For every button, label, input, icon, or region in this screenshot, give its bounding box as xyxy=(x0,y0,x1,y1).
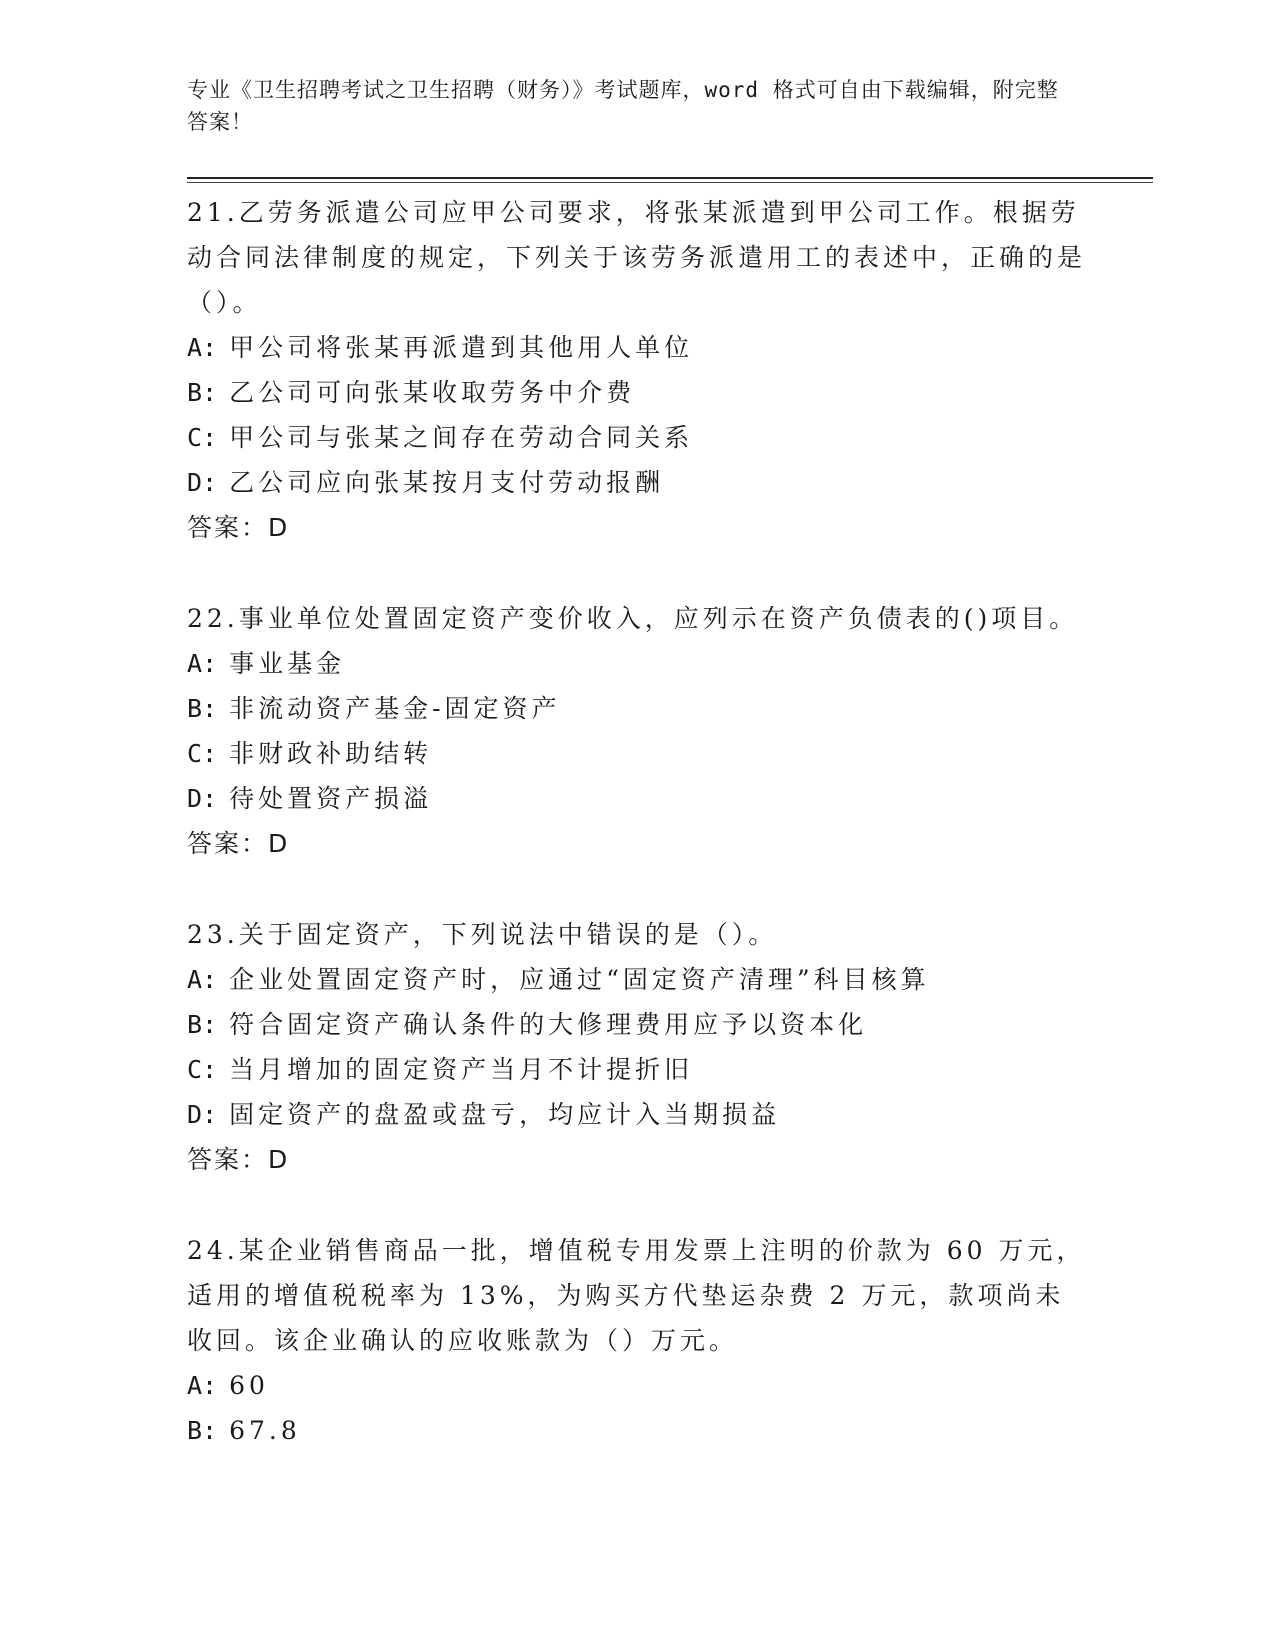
question-22 xyxy=(187,596,1087,866)
option-text: 非财政补助结转 xyxy=(229,739,433,768)
option-text: 事业基金 xyxy=(229,649,346,678)
option-letter: D: xyxy=(187,784,218,813)
question-text: 21.乙劳务派遣公司应甲公司要求，将张某派遣到甲公司工作。根据劳动合同法律制度的规定，下列关于该劳务派遣用工的表述中，正确的是（）。 xyxy=(187,198,1087,317)
option-text: 符合固定资产确认条件的大修理费用应予以资本化 xyxy=(229,1010,868,1039)
option-letter: C: xyxy=(187,739,218,768)
option-text: 待处置资产损溢 xyxy=(229,784,433,813)
header-divider-thin xyxy=(187,182,1153,183)
question-list xyxy=(187,190,1087,1499)
option-text: 甲公司将张某再派遣到其他用人单位 xyxy=(229,333,694,362)
option-b xyxy=(187,1002,1087,1047)
option-letter: B: xyxy=(187,378,218,407)
option-c xyxy=(187,415,1087,460)
header-divider-thick xyxy=(187,177,1153,179)
option-a xyxy=(187,641,1087,686)
option-c xyxy=(187,1047,1087,1092)
answer: 答案：D xyxy=(187,513,290,542)
option-d xyxy=(187,1092,1087,1137)
question-23 xyxy=(187,912,1087,1182)
option-text: 非流动资产基金-固定资产 xyxy=(229,694,561,723)
option-text: 当月增加的固定资产当月不计提折旧 xyxy=(229,1055,694,1084)
option-a xyxy=(187,957,1087,1002)
option-d xyxy=(187,776,1087,821)
answer: 答案：D xyxy=(187,829,290,858)
option-letter: B: xyxy=(187,694,218,723)
option-text: 67.8 xyxy=(229,1416,301,1445)
question-text: 24.某企业销售商品一批，增值税专用发票上注明的价款为 60 万元，适用的增值税税率为 13%，为购买方代垫运杂费 2 万元，款项尚未收回。该企业确认的应收账款为（）万元。 xyxy=(187,1236,1086,1355)
option-text: 乙公司应向张某按月支付劳动报酬 xyxy=(229,468,665,497)
option-text: 甲公司与张某之间存在劳动合同关系 xyxy=(229,423,694,452)
option-b xyxy=(187,686,1087,731)
option-letter: D: xyxy=(187,468,218,497)
option-text: 固定资产的盘盈或盘亏，均应计入当期损益 xyxy=(229,1100,781,1129)
question-21 xyxy=(187,190,1087,550)
option-letter: C: xyxy=(187,423,218,452)
option-b xyxy=(187,370,1087,415)
option-letter: D: xyxy=(187,1100,218,1129)
option-text: 60 xyxy=(229,1371,269,1400)
question-text: 23.关于固定资产，下列说法中错误的是（）。 xyxy=(187,920,778,949)
option-letter: A: xyxy=(187,333,218,362)
option-a xyxy=(187,325,1087,370)
option-a xyxy=(187,1363,1087,1408)
option-text: 乙公司可向张某收取劳务中介费 xyxy=(229,378,636,407)
option-letter: B: xyxy=(187,1010,218,1039)
option-c xyxy=(187,731,1087,776)
answer: 答案：D xyxy=(187,1145,290,1174)
option-letter: B: xyxy=(187,1416,218,1445)
option-letter: A: xyxy=(187,649,218,678)
option-b xyxy=(187,1408,1087,1453)
option-text: 企业处置固定资产时，应通过“固定资产清理”科目核算 xyxy=(229,965,930,994)
question-24 xyxy=(187,1228,1087,1453)
option-letter: C: xyxy=(187,1055,218,1084)
document-header: 专业《卫生招聘考试之卫生招聘（财务）》考试题库，word 格式可自由下载编辑，附完整答案！ xyxy=(187,78,1059,134)
option-letter: A: xyxy=(187,1371,218,1400)
option-letter: A: xyxy=(187,965,218,994)
option-d xyxy=(187,460,1087,505)
question-text: 22.事业单位处置固定资产变价收入，应列示在资产负债表的()项目。 xyxy=(187,604,1079,633)
